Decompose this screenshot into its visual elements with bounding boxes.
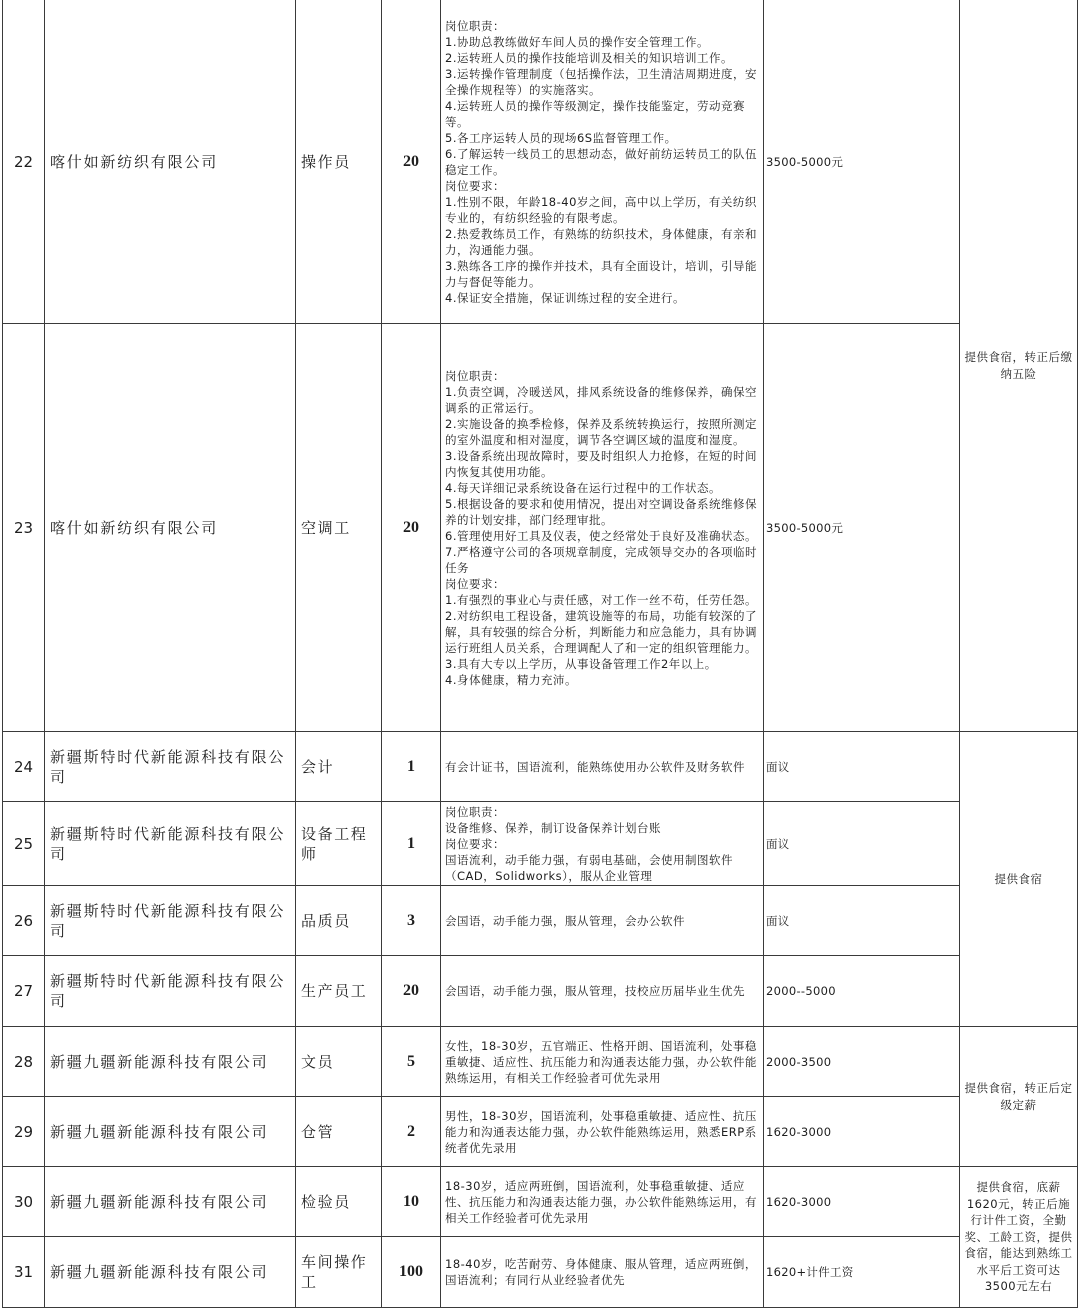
- row-number: 31: [13, 1263, 34, 1281]
- position-title: 仓管: [301, 1122, 335, 1141]
- cell-salary: [764, 1237, 960, 1308]
- cell-benefits: [960, 0, 1078, 732]
- cell-salary: [764, 1097, 960, 1167]
- requirement-line: 3.具有大专以上学历，从事设备管理工作2年以上。: [445, 656, 717, 671]
- benefits-text: 提供食宿，转正后定级定薪: [964, 1081, 1073, 1112]
- benefits-text: 提供食宿，底薪1620元，转正后施行计件工资，全勤奖、工龄工资，提供食宿，能达到熟练工水平后工资可达3500元左右: [964, 1180, 1073, 1294]
- headcount: 20: [403, 518, 419, 536]
- job-listing-table: [2, 0, 1078, 1308]
- requirement-line: 1.协助总教练做好车间人员的操作安全管理工作。: [445, 34, 709, 49]
- row-number: 27: [13, 982, 34, 1000]
- headcount: 3: [407, 911, 415, 929]
- position-title: 会计: [301, 757, 335, 776]
- requirement-line: 会国语，动手能力强，服从管理，会办公软件: [445, 913, 685, 928]
- position-title: 生产员工: [301, 982, 368, 1000]
- requirement-line: 4.每天详细记录系统设备在运行过程中的工作状态。: [445, 480, 721, 495]
- cell-headcount: [382, 1027, 441, 1097]
- cell-requirements: [441, 886, 764, 956]
- company-name: 喀什如新纺织有限公司: [50, 152, 219, 171]
- cell-headcount: [382, 886, 441, 956]
- requirement-line: 男性，18-30岁，国语流利，处事稳重敏捷、适应性、抗压能力和沟通表达能力强，办公软件能熟练运用，熟悉ERP系统者优先录用: [445, 1108, 757, 1155]
- requirement-line: 岗位职责：: [445, 368, 505, 383]
- cell-salary: [764, 732, 960, 802]
- headcount: 20: [403, 982, 419, 999]
- requirement-line: 国语流利，动手能力强，有弱电基础，会使用制图软件（CAD，Solidworks），服从企业管理: [445, 852, 733, 883]
- position-title: 检验员: [301, 1192, 351, 1211]
- salary: 2000--5000: [766, 984, 836, 998]
- cell-company: [45, 1237, 296, 1308]
- position-title: 文员: [301, 1052, 335, 1071]
- headcount: 5: [407, 1052, 415, 1070]
- requirement-line: 1.有强烈的事业心与责任感，对工作一丝不苟，任劳任怨。: [445, 592, 757, 607]
- cell-number: [2, 1027, 45, 1097]
- requirement-line: 设备维修、保养，制订设备保养计划台账: [445, 820, 661, 835]
- cell-requirements: [441, 324, 764, 732]
- cell-headcount: [382, 1097, 441, 1167]
- cell-requirements: [441, 1237, 764, 1308]
- company-name: 喀什如新纺织有限公司: [50, 518, 219, 537]
- cell-salary: [764, 1027, 960, 1097]
- requirement-line: 4.保证安全措施，保证训练过程的安全进行。: [445, 290, 685, 305]
- cell-position: [296, 1097, 382, 1167]
- salary: 1620+计件工资: [766, 1265, 854, 1279]
- cell-number: [2, 802, 45, 886]
- cell-number: [2, 886, 45, 956]
- requirement-line: 1.性别不限，年龄18-40岁之间，高中以上学历，有关纺织专业的，有纺织经验的有限考虑。: [445, 194, 757, 225]
- cell-benefits: [960, 1027, 1078, 1167]
- cell-position: [296, 886, 382, 956]
- cell-requirements: [441, 1027, 764, 1097]
- requirement-line: 会国语，动手能力强，服从管理，技校应历届毕业生优先: [445, 984, 745, 998]
- row-number: 22: [13, 152, 34, 171]
- requirement-line: 18-30岁，适应两班倒，国语流利，处事稳重敏捷、适应性、抗压能力和沟通表达能力强，办公软件能熟练运用，有相关工作经验者可优先录用: [445, 1178, 757, 1225]
- cell-company: [45, 1027, 296, 1097]
- requirement-line: 6.管理使用好工具及仪表，使之经常处于良好及准确状态。: [445, 528, 757, 543]
- headcount: 1: [407, 757, 415, 775]
- salary: 1620-3000: [766, 1124, 832, 1139]
- cell-position: [296, 1167, 382, 1237]
- cell-salary: [764, 324, 960, 732]
- cell-company: [45, 0, 296, 324]
- requirement-line: 4.运转班人员的操作等级测定，操作技能鉴定，劳动竞赛等。: [445, 98, 745, 129]
- cell-number: [2, 324, 45, 732]
- row-number: 29: [13, 1122, 34, 1141]
- cell-position: [296, 732, 382, 802]
- requirement-line: 3.设备系统出现故障时，要及时组织人力抢修，在短的时间内恢复其使用功能。: [445, 448, 757, 479]
- cell-requirements: [441, 732, 764, 802]
- cell-headcount: [382, 1237, 441, 1308]
- salary: 面议: [766, 759, 790, 774]
- cell-position: [296, 324, 382, 732]
- cell-position: [296, 802, 382, 886]
- row-number: 24: [13, 757, 34, 776]
- requirement-line: 1.负责空调，冷暖送风，排风系统设备的维修保养，确保空调系的正常运行。: [445, 384, 757, 415]
- requirement-line: 岗位要求：: [445, 178, 505, 193]
- cell-company: [45, 324, 296, 732]
- position-title: 车间操作工: [301, 1253, 368, 1291]
- requirement-line: 5.各工序运转人员的现场6S监督管理工作。: [445, 130, 677, 145]
- requirement-line: 岗位职责：: [445, 804, 505, 819]
- headcount: 10: [403, 1192, 419, 1210]
- headcount: 100: [399, 1263, 423, 1280]
- cell-company: [45, 732, 296, 802]
- cell-salary: [764, 886, 960, 956]
- company-name: 新疆九疆新能源科技有限公司: [50, 1263, 269, 1281]
- company-name: 新疆九疆新能源科技有限公司: [50, 1052, 269, 1071]
- requirement-line: 7.严格遵守公司的各项规章制度，完成领导交办的各项临时任务: [445, 544, 757, 575]
- cell-position: [296, 1237, 382, 1308]
- cell-headcount: [382, 732, 441, 802]
- requirement-line: 2.热爱教练员工作，有熟练的纺织技术，身体健康，有亲和力，沟通能力强。: [445, 226, 757, 257]
- position-title: 空调工: [301, 518, 351, 537]
- cell-company: [45, 802, 296, 886]
- requirement-line: 岗位职责：: [445, 18, 505, 33]
- requirement-line: 5.根据设备的要求和使用情况，提出对空调设备系统维修保养的计划安排，部门经理审批。: [445, 496, 757, 527]
- cell-company: [45, 1097, 296, 1167]
- requirement-line: 女性，18-30岁，五官端正、性格开朗、国语流利，处事稳重敏捷、适应性、抗压能力和沟通表达能力强，办公软件能熟练运用，有相关工作经验者可优先录用: [445, 1038, 757, 1085]
- requirement-line: 2.对纺织电工程设备，建筑设施等的布局，功能有较深的了解，具有较强的综合分析，判断能力和应急能力，具有协调运行班组人员关系，合理调配人了和一定的组织管理能力。: [445, 608, 757, 655]
- salary: 面议: [766, 913, 790, 928]
- cell-number: [2, 1167, 45, 1237]
- row-number: 25: [13, 834, 34, 853]
- company-name: 新疆斯特时代新能源科技有限公司: [50, 901, 286, 940]
- cell-salary: [764, 0, 960, 324]
- headcount: 2: [407, 1122, 415, 1140]
- cell-headcount: [382, 956, 441, 1027]
- cell-headcount: [382, 1167, 441, 1237]
- headcount: 1: [407, 834, 415, 852]
- cell-number: [2, 956, 45, 1027]
- position-title: 设备工程师: [301, 824, 368, 863]
- requirement-line: 岗位要求：: [445, 836, 505, 851]
- company-name: 新疆九疆新能源科技有限公司: [50, 1192, 269, 1211]
- requirement-line: 2.实施设备的换季检修，保养及系统转换运行，按照所测定的室外温度和相对湿度，调节各空调区域的温度和湿度。: [445, 416, 757, 447]
- cell-position: [296, 956, 382, 1027]
- requirement-line: 3.运转操作管理制度（包括操作法，卫生清洁周期进度，安全操作规程等）的实施落实。: [445, 66, 757, 97]
- requirement-line: 18-40岁，吃苦耐劳、身体健康、服从管理，适应两班倒，国语流利；有同行从业经验者优先: [445, 1257, 757, 1287]
- salary: 2000-3500: [766, 1054, 832, 1069]
- company-name: 新疆斯特时代新能源科技有限公司: [50, 972, 286, 1010]
- salary: 3500-5000元: [766, 520, 844, 535]
- cell-requirements: [441, 1167, 764, 1237]
- cell-number: [2, 1097, 45, 1167]
- requirement-line: 岗位要求：: [445, 576, 505, 591]
- cell-number: [2, 732, 45, 802]
- headcount: 20: [403, 152, 419, 170]
- cell-benefits: [960, 1167, 1078, 1308]
- cell-number: [2, 1237, 45, 1308]
- company-name: 新疆斯特时代新能源科技有限公司: [50, 824, 286, 863]
- row-number: 30: [13, 1192, 34, 1211]
- position-title: 操作员: [301, 152, 351, 171]
- requirement-line: 有会计证书，国语流利，能熟练使用办公软件及财务软件: [445, 759, 745, 774]
- benefits-text: 提供食宿: [994, 871, 1043, 886]
- requirement-line: 3.熟练各工序的操作并技术，具有全面设计，培训，引导能力与督促等能力。: [445, 258, 757, 289]
- cell-requirements: [441, 956, 764, 1027]
- cell-company: [45, 886, 296, 956]
- cell-position: [296, 1027, 382, 1097]
- cell-requirements: [441, 0, 764, 324]
- cell-company: [45, 956, 296, 1027]
- company-name: 新疆斯特时代新能源科技有限公司: [50, 747, 286, 786]
- row-number: 23: [13, 518, 34, 537]
- cell-requirements: [441, 802, 764, 886]
- cell-headcount: [382, 324, 441, 732]
- cell-salary: [764, 1167, 960, 1237]
- company-name: 新疆九疆新能源科技有限公司: [50, 1122, 269, 1141]
- position-title: 品质员: [301, 911, 351, 930]
- cell-position: [296, 0, 382, 324]
- cell-salary: [764, 956, 960, 1027]
- row-number: 28: [13, 1052, 34, 1071]
- requirement-line: 6.了解运转一线员工的思想动态，做好前纺运转员工的队伍稳定工作。: [445, 146, 757, 177]
- row-number: 26: [13, 911, 34, 930]
- requirement-line: 2.运转班人员的操作技能培训及相关的知识培训工作。: [445, 50, 733, 65]
- cell-company: [45, 1167, 296, 1237]
- benefits-text: 提供食宿，转正后缴纳五险: [964, 350, 1073, 381]
- cell-requirements: [441, 1097, 764, 1167]
- salary: 3500-5000元: [766, 154, 844, 169]
- cell-benefits: [960, 732, 1078, 1027]
- requirement-line: 4.身体健康，精力充沛。: [445, 672, 577, 687]
- salary: 1620-3000: [766, 1194, 832, 1209]
- cell-headcount: [382, 0, 441, 324]
- cell-salary: [764, 802, 960, 886]
- cell-headcount: [382, 802, 441, 886]
- salary: 面议: [766, 836, 790, 851]
- cell-number: [2, 0, 45, 324]
